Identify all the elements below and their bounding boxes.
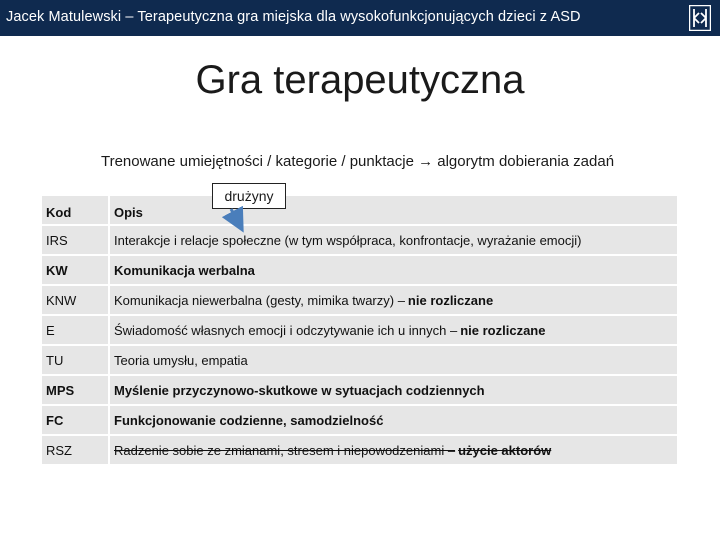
row-description-text: Myślenie przyczynowo-skutkowe w sytuacjach codziennych [114,382,485,398]
row-code: RSZ [42,436,110,464]
not-counted-note: nie rozliczane [460,322,546,338]
row-code: IRS [42,226,110,254]
header-title: Jacek Matulewski – Terapeutyczna gra miejska dla wysokofunkcjonujących dzieci z ASD [6,9,581,25]
row-description-text: Komunikacja niewerbalna (gesty, mimika twarzy) – [114,292,405,308]
header-code: Kod [42,196,110,224]
druzyny-callout: drużyny [212,183,286,209]
actors-note: użycie aktorów [458,442,552,458]
row-description-text: Radzenie sobie ze zmianami, stresem i niepowodzeniami – [114,442,456,458]
not-counted-note: nie rozliczane [407,292,494,308]
row-code: MPS [42,376,110,404]
row-description-text: Funkcjonowanie codzienne, samodzielność [114,412,384,428]
row-description-text: Świadomość własnych emocji i odczytywanie ich u innych – [114,322,458,338]
slide-title: Gra terapeutyczna [195,58,525,102]
row-code: KNW [42,286,110,314]
row-description-text: Komunikacja werbalna [114,262,255,278]
row-code: TU [42,346,110,374]
header-description: Opis [114,205,143,220]
slide-subtitle: Trenowane umiejętności / kategorie / punktacje → algorytm dobierania zadań [100,153,615,170]
row-code: E [42,316,110,344]
row-description-text: Teoria umysłu, empatia [114,352,248,368]
row-code: KW [42,256,110,284]
row-code: FC [42,406,110,434]
row-description-text: Interakcje i relacje społeczne (w tym współpraca, konfrontacje, wyrażanie emocji) [114,232,582,248]
